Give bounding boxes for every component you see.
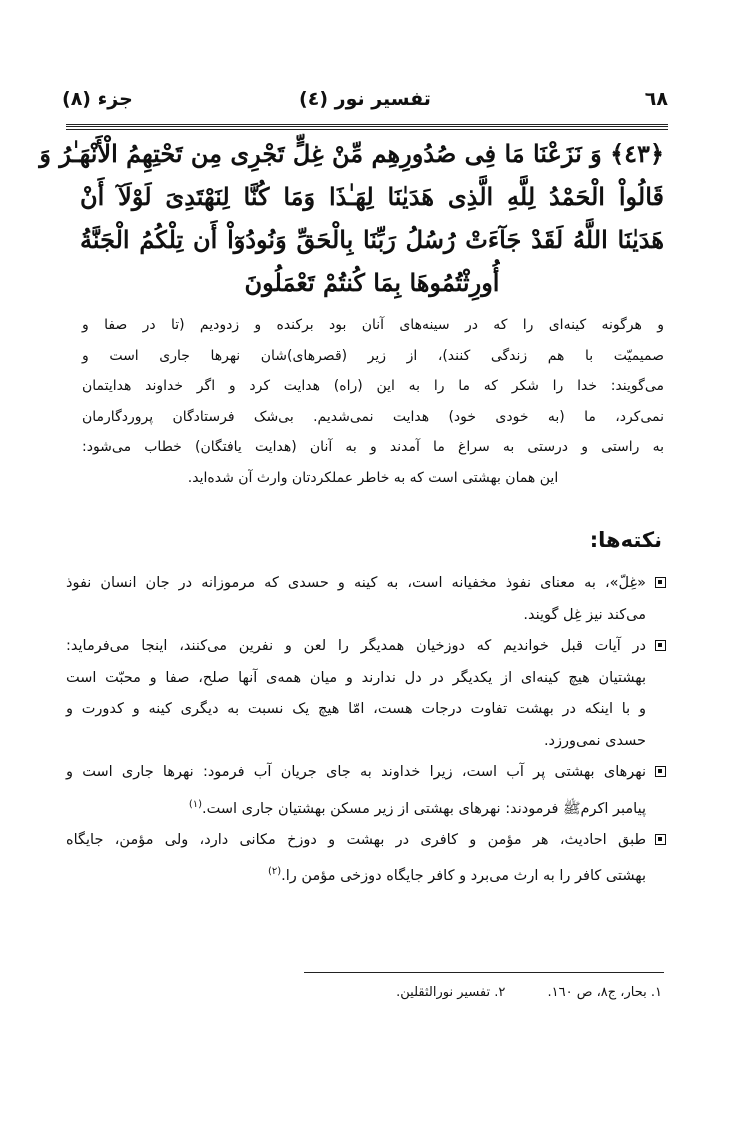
verse-line: أُورِثْتُمُوهَا بِمَا كُنتُمْ تَعْمَلُونَ [244,268,500,297]
note-line-text: بهشتی کافر را به ارث می‌برد و کافر جایگاه دوزخی مؤمن را. [281,868,646,885]
note-line [66,856,646,892]
square-bullet-icon [655,577,666,588]
notes-list [66,568,666,893]
page-header [62,88,668,116]
footnotes [358,985,662,1000]
note-line: طبق احادیث، هر مؤمن و کافری در بهشت و دوزخ مکانی دارد، ولی مؤمن، جایگاه [66,831,646,848]
note-line [66,789,646,825]
note-item [66,825,666,893]
footnote-divider [304,972,664,973]
footnote-2: ٢. تفسیر نورالثقلین. [396,985,506,1000]
note-item [66,631,666,757]
footnote-1: ١. بحار، ج٨، ص ١٦٠. [547,985,662,1000]
verse-line: هَدَيٰنَا اللَّهُ لَقَدْ جَآءَتْ رُسُلُ رَبِّنَا بِالْحَقِّ وَنُودُوٓاْ أَن تِلْكُمُ الْجَنَّةُ [80,225,664,254]
verse-translation [82,310,664,493]
quran-verse [39,132,664,304]
translation-line: می‌گویند: خدا را شکر که ما را به این (راه) هدایت کرد و اگر خداوند هدایتمان [82,378,664,394]
juz-label: جزء (٨) [62,88,133,110]
page-number: ٦٨ [644,88,668,110]
translation-line: صمیمیّت با هم زندگی کنند)، از زیر (قصرهای)شان نهرها جاری است و [82,347,664,364]
verse-line: ﴿٤٣﴾ وَ نَزَعْنَا مَا فِى صُدُورِهِم مِّنْ غِلٍّ تَجْرِى مِن تَحْتِهِمُ الْأَنْهَـٰرُ وَ [39,139,664,168]
square-bullet-icon [655,766,666,777]
header-divider-thin [66,129,668,130]
book-title: تفسیر نور (٤) [299,88,431,110]
note-line: می‌کند نیز غِل گویند. [523,606,646,623]
header-divider [66,124,668,127]
square-bullet-icon [655,834,666,845]
translation-line: نمی‌کرد، ما (به خودی خود) هدایت نمی‌شدیم. بی‌شک فرستادگان پروردگارمان [82,408,664,425]
note-line-text: پیامبر اکرمﷺ فرمودند: نهرهای بهشتی از زیر مسکن بهشتیان جاری است. [202,800,646,817]
notes-heading: نکته‌ها: [589,528,662,552]
footnote-ref: (١) [188,798,203,810]
translation-line: و هرگونه کینه‌ای را که در سینه‌های آنان بود برکنده و زدودیم (تا در صفا و [82,317,664,333]
note-item [66,568,666,631]
note-line: نهرهای بهشتی پر آب است، زیرا خداوند به جای جریان آب فرمود: نهرها جاری است و [66,764,646,780]
note-line: «غِلّ»، به معنای نفوذ مخفیانه است، به کینه و حسدی که مرموزانه در جان انسان نفوذ [66,575,646,591]
note-item [66,757,666,825]
square-bullet-icon [655,640,666,651]
note-line: در آیات قبل خواندیم که دوزخیان همدیگر را لعن و نفرین می‌کنند، اینجا می‌فرماید: [66,638,646,654]
note-line: و با اینکه در بهشت تفاوت درجات هست، امّا هیچ یک نسبت به دیگری کینه و کدورت و [66,701,646,717]
note-line: حسدی نمی‌ورزد. [543,732,646,749]
translation-line: این همان بهشتی است که به خاطر عملکردتان وارث آن شده‌اید. [187,469,559,486]
footnote-ref: (٢) [267,866,282,878]
verse-line: قَالُواْ الْحَمْدُ لِلَّهِ الَّذِى هَدَيٰنَا لِهَـٰذَا وَمَا كُنَّا لِنَهْتَدِىَ لَوْلَآ أَنْ [80,182,664,211]
note-line: بهشتیان هیچ کینه‌ای از یکدیگر در دل ندارند و میان همه‌ی آنها صلح، صفا و محبّت است [66,669,646,686]
translation-line: به راستی و درستی به سراغ ما آمدند و به آنان (هدایت یافتگان) خطاب می‌شود: [82,439,664,455]
